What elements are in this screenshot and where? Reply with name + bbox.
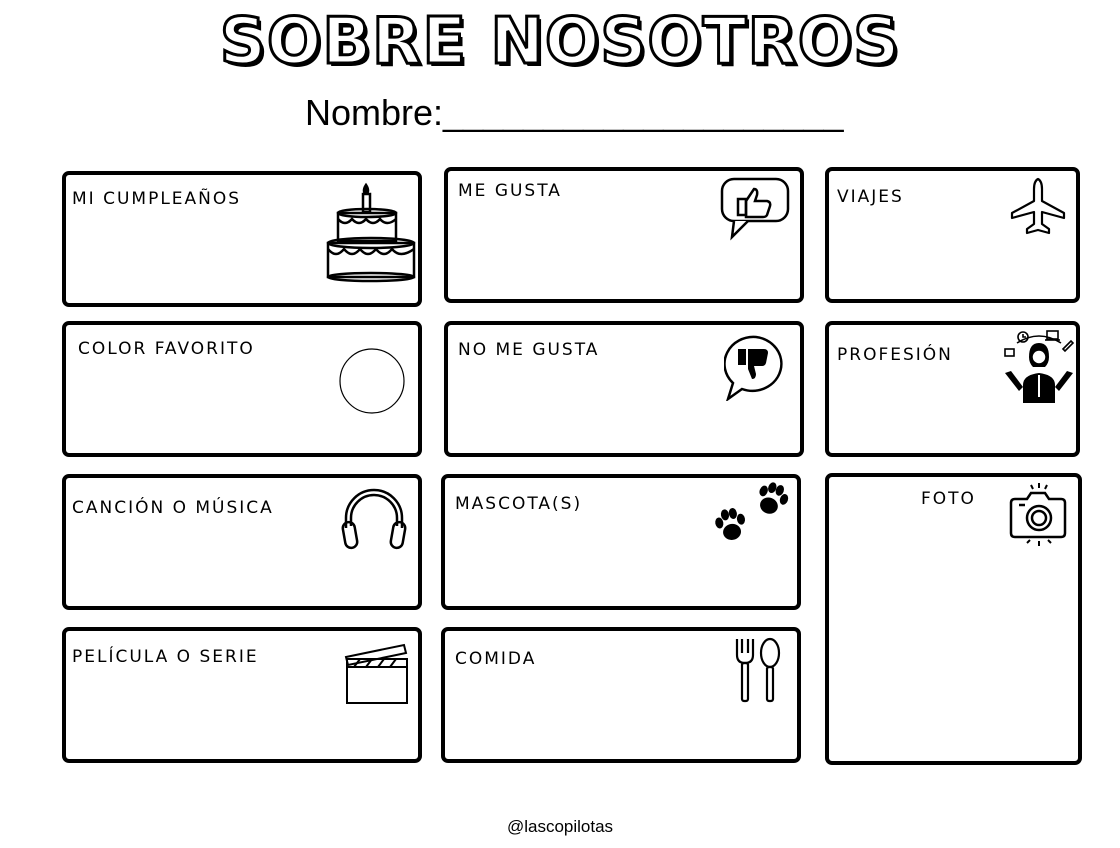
- card-label-favorite-color: COLOR FAVORITO: [78, 339, 255, 359]
- thumbs-down-bubble-icon: [724, 335, 788, 401]
- card-profession: [825, 321, 1080, 457]
- card-favorite-color: [62, 321, 422, 457]
- clapperboard-icon: [344, 641, 410, 707]
- card-label-dislikes: NO ME GUSTA: [458, 340, 600, 360]
- airplane-icon: [1009, 177, 1067, 237]
- card-label-music: CANCIÓN O MÚSICA: [72, 498, 274, 518]
- card-pets: [441, 474, 801, 610]
- card-food: [441, 627, 801, 763]
- card-photo: [825, 473, 1082, 765]
- card-travel: [825, 167, 1080, 303]
- footer-handle: @lascopilotas: [506, 817, 614, 836]
- fork-spoon-icon: [733, 635, 787, 707]
- card-label-profession: PROFESIÓN: [837, 345, 953, 365]
- card-movie: [62, 627, 422, 763]
- name-field-line: Nombre:____________________: [305, 92, 844, 133]
- card-dislikes: [444, 321, 804, 457]
- card-birthday: [62, 171, 422, 307]
- card-label-likes: ME GUSTA: [458, 181, 562, 201]
- circle-icon: [338, 347, 406, 415]
- page-title: SOBRE NOSOTROS: [219, 5, 901, 79]
- paw-prints-icon: [709, 478, 795, 548]
- card-label-birthday: MI CUMPLEAÑOS: [72, 189, 242, 209]
- camera-icon: [1009, 481, 1069, 547]
- card-label-travel: VIAJES: [837, 187, 904, 207]
- card-label-food: COMIDA: [455, 649, 537, 669]
- card-label-pets: MASCOTA(S): [455, 494, 583, 514]
- card-label-photo: FOTO: [921, 489, 976, 509]
- birthday-cake-icon: [324, 177, 419, 287]
- card-likes: [444, 167, 804, 303]
- professional-person-icon: [1003, 327, 1075, 403]
- card-label-movie: PELÍCULA O SERIE: [72, 647, 259, 667]
- thumbs-up-bubble-icon: [720, 177, 792, 241]
- card-music: [62, 474, 422, 610]
- headphones-icon: [338, 484, 410, 550]
